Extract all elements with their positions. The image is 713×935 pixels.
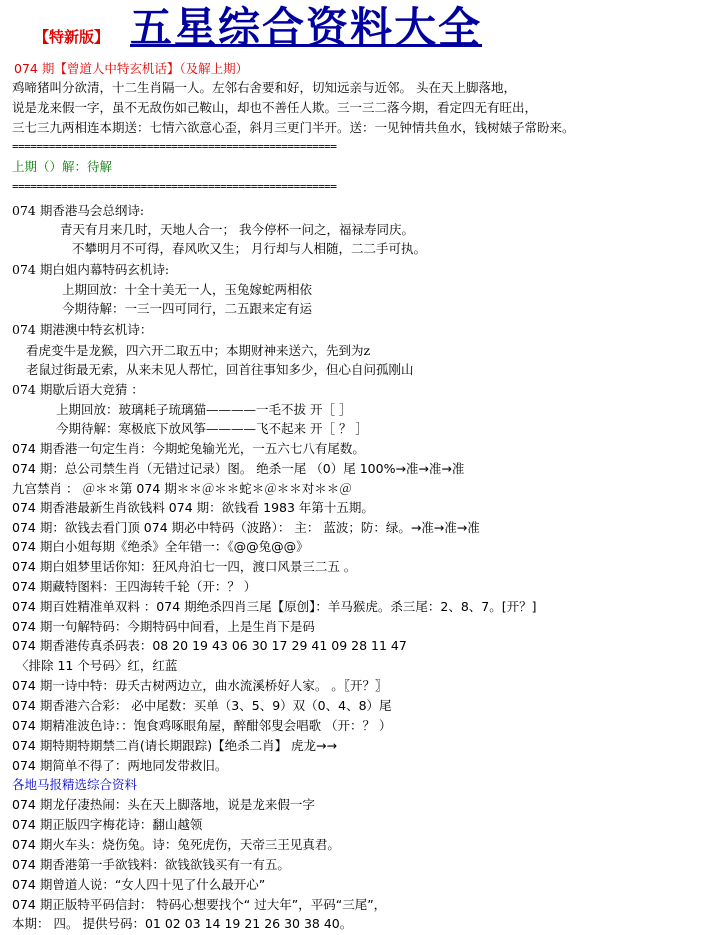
text-line: 074 期藏特图料：王四海转千轮（开：？ ） [12, 579, 257, 594]
text-line: 074 期香港最新生肖欲钱料 074 期：欲钱看 1983 年第十五期。 [12, 500, 374, 515]
poem-line: 青天有月来几时，天地人合一； 我今停杯一问之，福禄寿同庆。 [60, 222, 414, 237]
section-heading: 074 期香港马会总纲诗: [12, 203, 145, 218]
riddle-line: 上期回放：玻璃耗子琉璃猫————一毛不拔 开［ ］ [56, 402, 352, 417]
section-heading: 074 期歇后语大竞猜 ： [12, 382, 144, 397]
text-line: 三七三九两相连本期送：七情六欲意心歪，斜月三更门半开。送：一见钟情共鱼水，钱树婊子常盼来。 [12, 120, 575, 135]
text-line: 074 期特期特期禁二肖(请长期跟踪)【绝杀二肖】 虎龙→→ [12, 738, 338, 753]
text-line: 074 期香港一句定生肖：今期蛇兔输光光，一五六七八有尾数。 [12, 441, 365, 456]
text-line: 074 期正版特平码信封： 特码心想要找个“ 过大年”，平码“三尾”， [12, 897, 387, 912]
text-line: 074 期龙仔凄热闹：头在天上脚落地，说是龙来假一字 [12, 797, 315, 812]
section-heading: 074 期白姐内幕特码玄机诗: [12, 262, 170, 277]
poem-line: 老鼠过街最无索，从来未见人帮忙，回首往事知多少，但心自问孤刚山 [26, 362, 414, 377]
separator-line: ===================================================== [12, 180, 337, 193]
new-version-badge: 【特新版】 [34, 28, 110, 46]
text-line: 074 期正版四字梅花诗：翻山越领 [12, 817, 203, 832]
text-line: 074 期白小姐每期《绝杀》全年错一：《@@兔@@》 [12, 539, 309, 554]
poem-line: 看虎变牛是龙猴，四六开二取五中；本期财神来送六，先到为z [26, 343, 371, 358]
section-heading: 074 期港澳中特玄机诗： [12, 322, 153, 337]
text-line: 本期： 四。 提供号码：01 02 03 14 19 21 26 30 38 40。 [12, 916, 353, 931]
zeng-title-line: 074 期【曾道人中特玄机话】（及解上期） [14, 61, 249, 76]
poem-line: 上期回放：十全十美无一人，玉兔嫁蛇两相依 [62, 282, 313, 297]
page-title: 五星综合资料大全 [130, 3, 483, 52]
section-heading: 各地马报精选综合资料 [12, 777, 138, 792]
text-line: 074 期简单不得了：两地同发带救旧。 [12, 758, 228, 773]
text-line: 九宫禁肖 ： ＠＊＊第 074 期＊＊＠＊＊蛇＊＠＊＊对＊＊＠ [12, 481, 352, 496]
text-line: 074 期香港第一手欲钱料：欲钱欲钱买有一有五。 [12, 857, 290, 872]
poem-line: 不攀明月不可得，春风吹又生； 月行却与人相随，二二手可执。 [72, 241, 426, 256]
text-line: 074 期曾道人说：“女人四十见了什么最开心” [12, 877, 266, 892]
text-line: 074 期香港传真杀码表：08 20 19 43 06 30 17 29 41 09 28 11 47 [12, 638, 407, 653]
text-line: 〈排除 11 个号码〉红，红蓝 [16, 658, 178, 673]
text-line: 074 期一诗中特：毋夭古树两边立，曲水流溪桥好人家。 。〖开？〗 [12, 678, 388, 693]
poem-line: 今期待解：一三一四可同行，二五跟来定有运 [62, 301, 313, 316]
last-period-answer: 上期（）解：待解 [12, 159, 113, 174]
text-line: 074 期：欲钱去看门顶 074 期必中特码（波路）： 主： 蓝波；防：绿。→准→准→准 [12, 520, 480, 535]
text-line: 074 期：总公司禁生肖（无错过记录）图。 绝杀一尾 （0）尾 100%→准→准→准 [12, 461, 465, 476]
text-line: 074 期百姓精准单双料 ：074 期绝杀四肖三尾【原创】：羊马猴虎。杀三尾：2、8、7。[开？] [12, 599, 537, 614]
text-line: 074 期一句解特码：今期特码中间看，上是生肖下是码 [12, 619, 315, 634]
text-line: 074 期精准波色诗：：饱食鸡啄眼角屋，醉酣邻叟会唱歌 （开：？ ） [12, 718, 392, 733]
text-line: 鸡啼猪叫分欲清，十二生肖隔一人。左邻右舍要和好，切知远亲与近邻。 头在天上脚落地， [12, 80, 516, 95]
text-line: 074 期火车头：烧伤兔。诗：兔死虎伤，天帝三王见真君。 [12, 837, 340, 852]
separator-line: ===================================================== [12, 140, 337, 153]
text-line: 说是龙来假一字，虽不无敌伤如己鞍山，却也不善任人欺。三一三二落今期，看定四无有旺出， [12, 100, 538, 115]
text-line: 074 期香港六合彩： 必中尾数：买单（3、5、9）双（0、4、8）尾 [12, 698, 392, 713]
text-line: 074 期白姐梦里话你知：狂风舟泊七一四，渡口风景三二五 。 [12, 559, 357, 574]
riddle-line: 今期待解：寒极底下放风筝————飞不起来 开［ ？ ］ [56, 421, 368, 436]
